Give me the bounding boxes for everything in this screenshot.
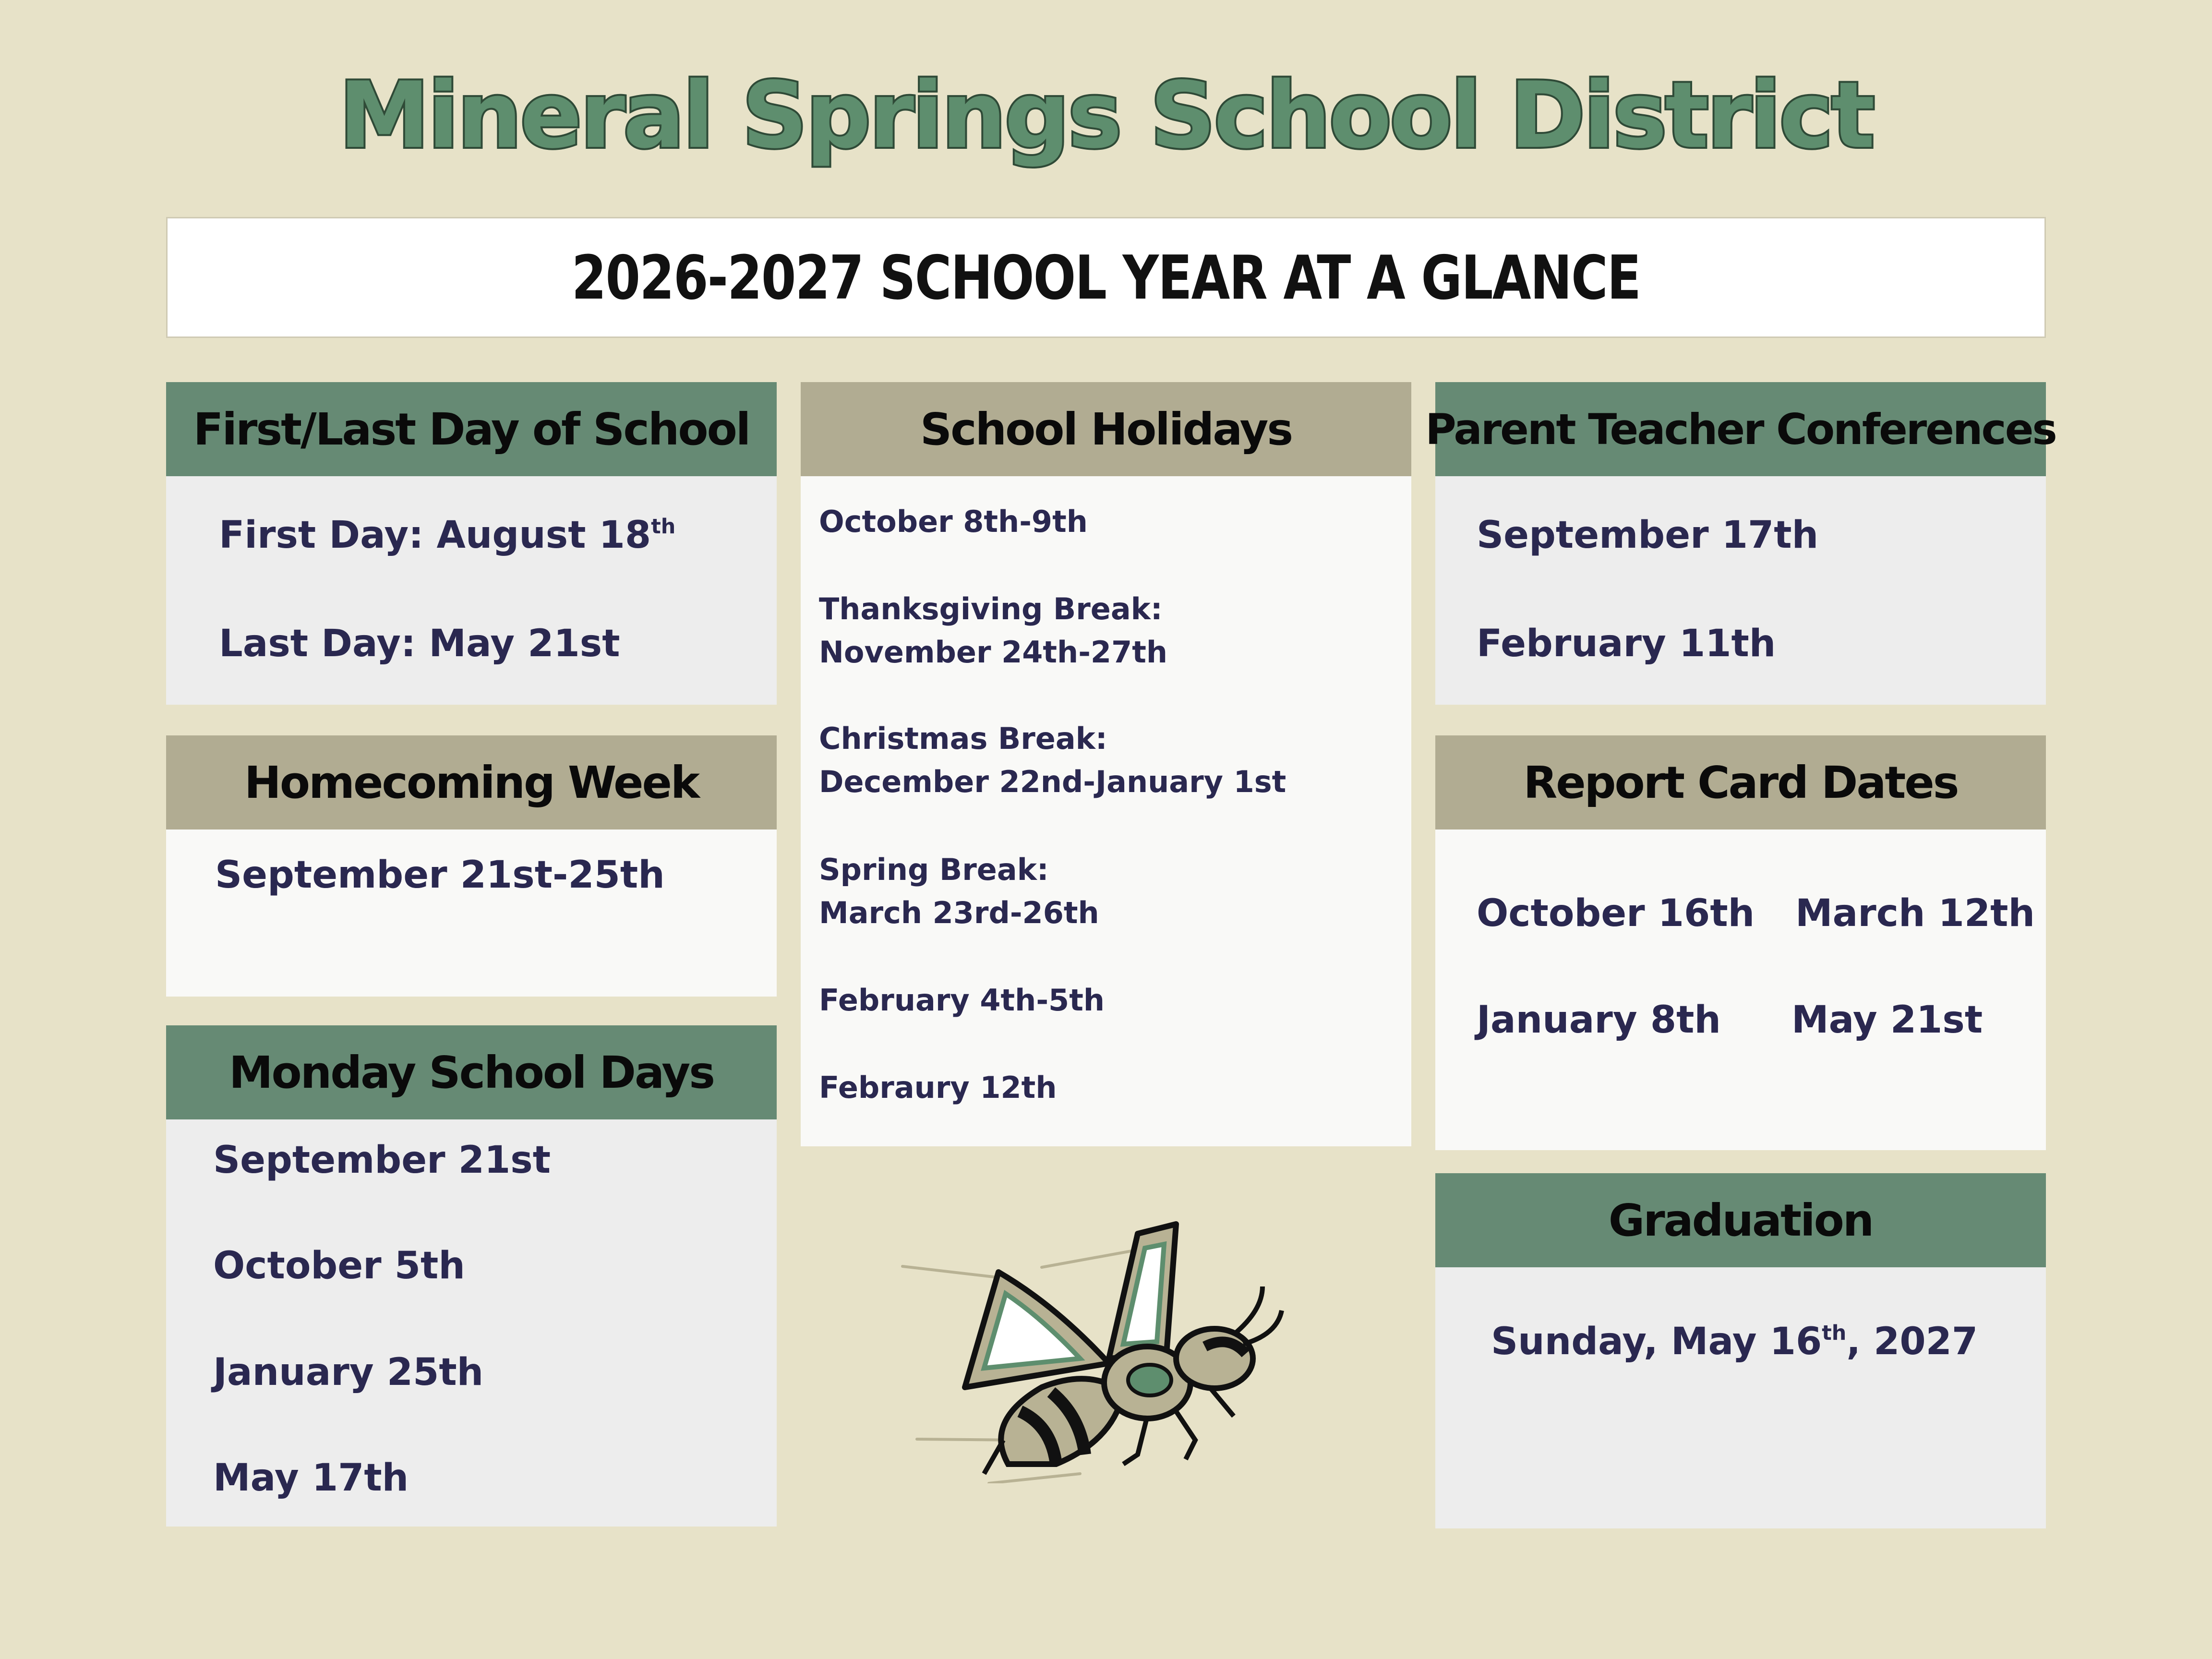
monday-date: October 5th [213, 1244, 465, 1287]
graduation-date-sup: th [1822, 1321, 1847, 1345]
holiday-item: February 4th-5th [819, 983, 1105, 1018]
homecoming-card [166, 735, 777, 997]
report-card-date: March 12th [1795, 892, 2035, 935]
first-day-text [219, 514, 675, 557]
holiday-item: Thanksgiving Break: [819, 591, 1163, 626]
report-card-date: May 21st [1791, 998, 1983, 1042]
graduation-date-prefix: Sunday, May 16 [1491, 1320, 1822, 1363]
graduation-date-suffix: , 2027 [1846, 1320, 1978, 1363]
holiday-item: December 22nd-January 1st [819, 764, 1286, 799]
conference-date: September 17th [1477, 514, 1819, 557]
first-last-day-heading: First/Last Day of School [166, 382, 777, 476]
holiday-item: March 23rd-26th [819, 895, 1099, 930]
homecoming-heading: Homecoming Week [166, 735, 777, 830]
monday-school-days-card [166, 1025, 777, 1527]
school-holidays-card [801, 382, 1411, 1146]
first-last-day-body [166, 476, 777, 705]
first-day-sup: th [651, 514, 676, 539]
report-card-date: October 16th [1477, 892, 1755, 935]
last-day-text: Last Day: May 21st [219, 622, 620, 665]
report-card-date: January 8th [1477, 998, 1721, 1042]
monday-school-days-body [166, 1119, 777, 1527]
homecoming-body [166, 830, 777, 997]
school-holidays-heading: School Holidays [801, 382, 1411, 476]
homecoming-dates: September 21st-25th [215, 854, 665, 897]
monday-school-days-heading: Monday School Days [166, 1025, 777, 1119]
conferences-body [1435, 476, 2046, 705]
first-last-day-card [166, 382, 777, 705]
report-card-body [1435, 830, 2046, 1150]
banner-title: 2026-2027 SCHOOL YEAR AT A GLANCE [571, 242, 1641, 313]
parent-teacher-conferences-card [1425, 382, 2056, 705]
graduation-card [1435, 1173, 2046, 1528]
holiday-item: November 24th-27th [819, 635, 1167, 670]
first-day-label: First Day: August 18 [219, 514, 651, 557]
school-holidays-body [801, 476, 1411, 1146]
report-card-dates-card [1435, 735, 2046, 1150]
graduation-date [1491, 1320, 1978, 1363]
school-year-banner [166, 217, 2046, 338]
monday-date: September 21st [213, 1139, 551, 1182]
holiday-item: October 8th-9th [819, 504, 1088, 539]
holiday-item: Spring Break: [819, 852, 1049, 887]
district-title: Mineral Springs School District [339, 62, 1873, 168]
monday-date: January 25th [213, 1351, 484, 1394]
hornet-mascot-icon [898, 1214, 1301, 1483]
conference-date: February 11th [1477, 622, 1776, 665]
holiday-item: Christmas Break: [819, 721, 1107, 756]
report-card-heading: Report Card Dates [1435, 735, 2046, 830]
monday-date: May 17th [213, 1456, 409, 1500]
graduation-body [1435, 1267, 2046, 1528]
conferences-heading: Parent Teacher Conferences [1435, 382, 2046, 476]
graduation-heading: Graduation [1435, 1173, 2046, 1267]
holiday-item: Febraury 12th [819, 1070, 1057, 1105]
